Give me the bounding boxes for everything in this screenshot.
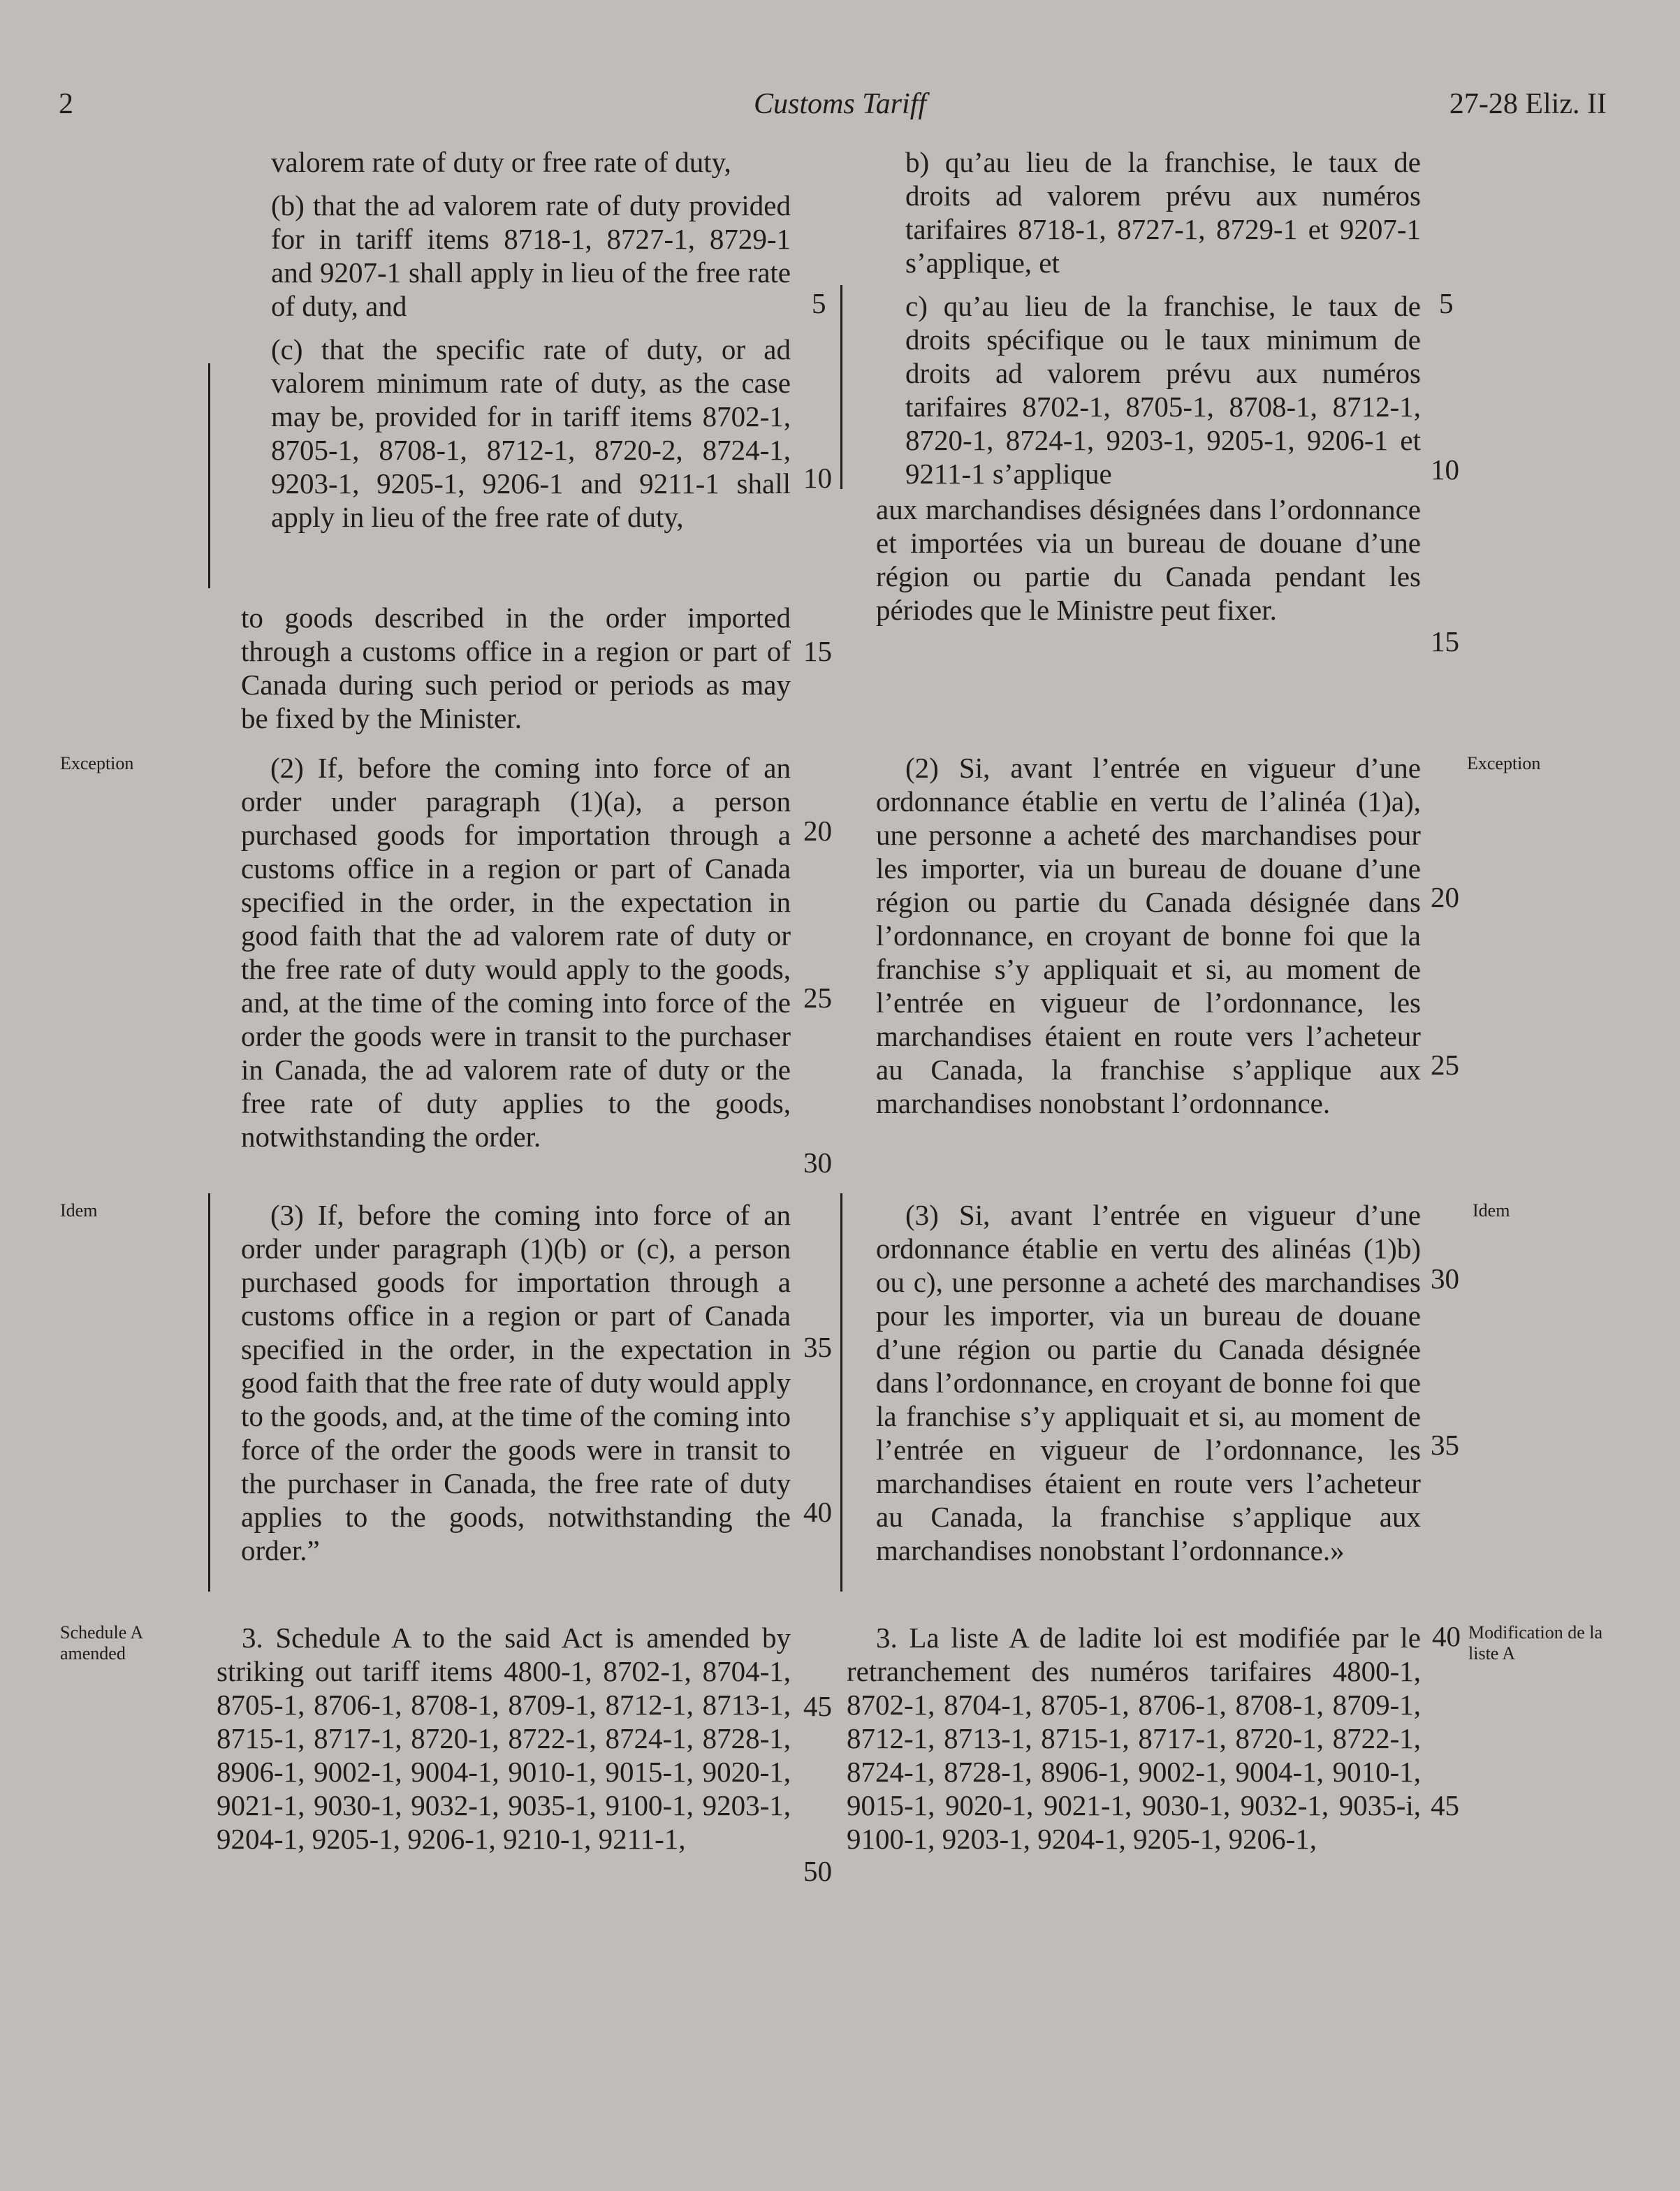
french-section-3 — [847, 1621, 1421, 1856]
line-number: 5 — [812, 287, 826, 319]
english-subsection-3 — [241, 1198, 791, 1567]
line-number: 40 — [1432, 1620, 1461, 1652]
line-number: 25 — [1431, 1049, 1459, 1081]
en-sec3: 3. Schedule A to the said Act is amended by striking out tariff items 4800-1, 8702-1, 8704-1, 8705-1, 8706-1, 8708-1, 8709-1, 8712-1, 8713-1, 8715-1, 8717-1, 8720-1, 8722-1, 8724-1, 8728-1, 8906-1, 9002-1, 9004-1, 9010-1, 9015-1, 9020-1, 9021-1, 9030-1, 9032-1, 9035-1, 9100-1, 9203-1, 9204-1, 9205-1, 9206-1, 9210-1, 9211-1, — [217, 1622, 791, 1855]
line-number: 20 — [1431, 881, 1459, 913]
fr-sub2: (2) Si, avant l’entrée en vigueur d’une ordonnance établie en vertu de l’alinéa (1)a), une personne a acheté des marchandises pour les importer, via un bureau de douane d’une région ou partie du Canada désignée dans l’ordonnance, en croyant de bonne foi que la franchise s’y appliquait et si, au moment de l’entrée en vigueur de l’ordonnance, les marchandises étaient en route vers l’acheteur au Canada, la franchise s’applique aux marchandises nonobstant l’ordonnance. — [876, 752, 1421, 1119]
line-number: 15 — [1431, 625, 1459, 657]
line-number: 35 — [1431, 1429, 1459, 1461]
line-number: 5 — [1439, 287, 1454, 319]
english-section-3 — [217, 1621, 791, 1856]
fr-para-b: b) qu’au lieu de la franchise, le taux de droits ad valorem prévu aux numéros tarifaires 8718-1, 8727-1, 8729-1 et 9207-1 s’applique, et — [905, 146, 1421, 279]
change-bar — [208, 1193, 210, 1592]
line-number: 50 — [803, 1855, 832, 1887]
fr-tail: aux marchandises désignées dans l’ordonnance et importées via un bureau de douane d’une région ou partie du Canada pendant les périodes que le Ministre peut fixer. — [876, 493, 1421, 626]
french-continuation — [905, 145, 1421, 490]
margin-note-idem-fr: Idem — [1473, 1200, 1510, 1221]
en-para-c: (c) that the specific rate of duty, or ad valorem minimum rate of duty, as the case may be, provided for in tariff items 8702-1, 8705-1, 8708-1, 8712-1, 8720-2, 8724-1, 9203-1, 9205-1, 9206-1 and 9211-1 shall apply in lieu of the free rate of duty, — [271, 333, 791, 533]
english-subsection-2 — [241, 751, 791, 1153]
line-number: 40 — [803, 1496, 832, 1528]
line-number: 10 — [803, 462, 832, 494]
en-cont-a: valorem rate of duty or free rate of duty, — [271, 146, 731, 178]
en-para-b: (b) that the ad valorem rate of duty provided for in tariff items 8718-1, 8727-1, 8729-1 and 9207-1 shall apply in lieu of the free rate of duty, and — [271, 189, 791, 322]
change-bar — [208, 363, 210, 588]
french-subsection-2 — [876, 751, 1421, 1120]
line-number: 25 — [803, 982, 832, 1014]
french-subsection-3 — [876, 1198, 1421, 1567]
line-number: 45 — [803, 1690, 832, 1722]
en-sub2: (2) If, before the coming into force of an order under paragraph (1)(a), a person purchased goods for importation through a customs office in a region or part of Canada specified in the order, in the expectation in good faith that the ad valorem rate of duty or the free rate of duty would apply to the goods, and, at the time of the coming into force of the order the goods were in transit to the purchaser in Canada, the ad valorem rate of duty or the free rate of duty applies to the goods, notwithstanding the order. — [241, 752, 791, 1153]
line-number: 20 — [803, 815, 832, 847]
fr-sec3: 3. La liste A de ladite loi est modifiée par le retranchement des numéros tarifaires 4800-1, 8702-1, 8704-1, 8705-1, 8706-1, 8708-1, 8709-1, 8712-1, 8713-1, 8715-1, 8717-1, 8720-1, 8722-1, 8724-1, 8728-1, 8906-1, 9002-1, 9004-1, 9010-1, 9015-1, 9020-1, 9021-1, 9030-1, 9032-1, 9035-i, 9100-1, 9203-1, 9204-1, 9205-1, 9206-1, — [847, 1622, 1421, 1855]
fr-sub3: (3) Si, avant l’entrée en vigueur d’une ordonnance établie en vertu des alinéas (1)b) ou c), une personne a acheté des marchandises pour les importer, via un bureau de douane d’une région ou partie du Canada désignée dans l’ordonnance, en croyant de bonne foi que la franchise s’y appliquait et si, au moment de l’entrée en vigueur de l’ordonnance, les marchandises étaient en route vers l’acheteur au Canada, la franchise s’applique aux marchandises nonobstant l’ordonnance.» — [876, 1199, 1421, 1566]
line-number: 45 — [1431, 1789, 1459, 1821]
margin-note-idem-en: Idem — [60, 1200, 98, 1221]
line-number: 30 — [1431, 1262, 1459, 1295]
line-number: 10 — [1431, 453, 1459, 486]
english-continuation — [271, 145, 791, 534]
line-number: 35 — [803, 1331, 832, 1363]
french-tail — [876, 493, 1421, 627]
english-tail — [241, 601, 791, 735]
change-bar — [840, 1193, 842, 1592]
line-number: 30 — [803, 1147, 832, 1179]
change-bar — [840, 285, 842, 489]
running-title: Customs Tariff — [753, 88, 927, 120]
margin-note-exception-fr: Exception — [1467, 753, 1541, 773]
margin-note-exception-en: Exception — [60, 753, 134, 773]
page-number: 2 — [59, 88, 73, 120]
margin-note-schedule-a-en: Schedule A amended — [60, 1622, 143, 1664]
fr-para-c: c) qu’au lieu de la franchise, le taux de droits spécifique ou le taux minimum de droits ad valorem prévu aux numéros tarifaires 8702-1, 8705-1, 8708-1, 8712-1, 8720-1, 8724-1, 9203-1, 9205-1, 9206-1 et 9211-1 s’applique — [905, 290, 1421, 490]
line-number: 15 — [803, 635, 832, 667]
en-tail: to goods described in the order imported through a customs office in a region or part of Canada during such period or periods as may be fixed by the Minister. — [241, 602, 791, 734]
regnal-year: 27-28 Eliz. II — [1449, 88, 1607, 120]
margin-note-modification-fr: Modification de la liste A — [1468, 1622, 1603, 1664]
en-sub3: (3) If, before the coming into force of an order under paragraph (1)(b) or (c), a person purchased goods for importation through a customs office in a region or part of Canada specified in the order, in the expectation in good faith that the free rate of duty would apply to the goods, and, at the time of the coming into force of the order the goods were in transit to the purchaser in Canada, the free rate of duty applies to the goods, notwithstanding the order.” — [241, 1199, 791, 1566]
